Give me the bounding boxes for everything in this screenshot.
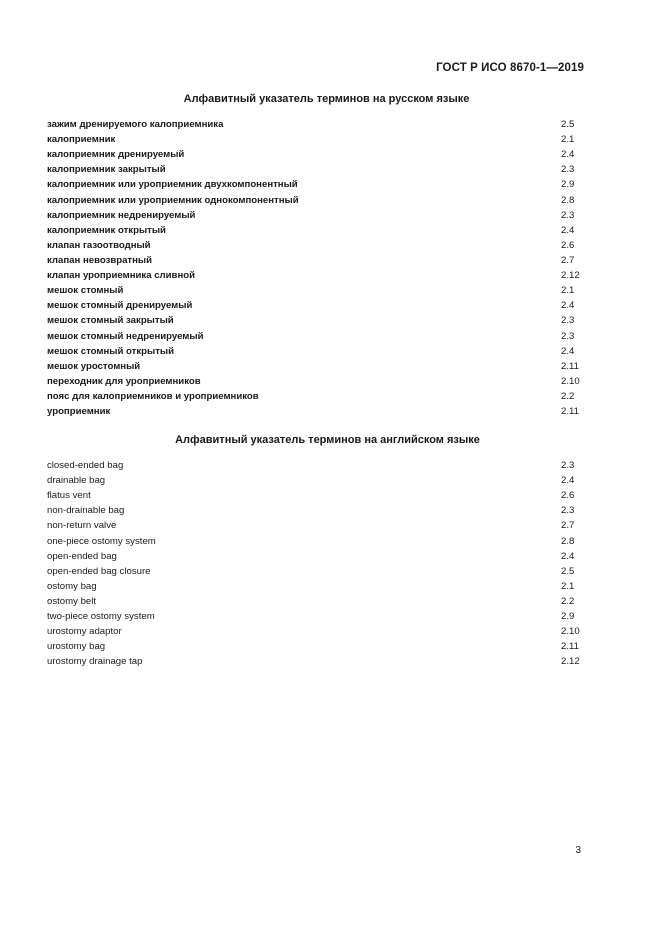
index-term: калоприемник открытый xyxy=(47,224,166,236)
index-term: калоприемник закрытый xyxy=(47,164,166,176)
index-term: мешок стомный открытый xyxy=(47,345,175,357)
index-entry xyxy=(47,564,582,579)
index-entry xyxy=(47,518,582,533)
index-reference: 2.3 xyxy=(561,164,575,176)
index-reference: 2.3 xyxy=(561,315,575,327)
index-term: мешок уростомный xyxy=(47,360,141,372)
index-entry xyxy=(47,268,582,283)
index-entry xyxy=(47,639,582,654)
index-term: зажим дренируемого калоприемника xyxy=(47,119,224,130)
index-term: open-ended bag closure xyxy=(47,565,151,577)
index-entry xyxy=(47,359,582,374)
index-term: one-piece ostomy system xyxy=(47,535,156,547)
index-term: калоприемник дренируемый xyxy=(47,149,185,161)
index-reference: 2.3 xyxy=(561,330,575,342)
index-entry xyxy=(47,208,582,223)
index-entry xyxy=(47,374,582,389)
index-reference: 2.6 xyxy=(561,490,575,502)
index-reference: 2.11 xyxy=(561,360,579,372)
index-term: переходник для уроприемников xyxy=(47,375,201,387)
index-term: closed-ended bag xyxy=(47,460,124,471)
index-reference: 2.3 xyxy=(561,505,575,517)
index-reference: 2.11 xyxy=(561,406,579,418)
index-entry xyxy=(47,458,582,473)
index-entry xyxy=(47,313,582,328)
index-entry xyxy=(47,193,582,208)
index-reference: 2.1 xyxy=(561,285,575,297)
index-reference: 2.4 xyxy=(561,345,575,357)
index-reference: 2.5 xyxy=(561,565,575,577)
index-term: калоприемник или уроприемник однокомпонентный xyxy=(47,194,299,206)
index-reference: 2.2 xyxy=(561,595,575,607)
index-reference: 2.4 xyxy=(561,300,575,312)
index-term: urostomy drainage tap xyxy=(47,656,143,668)
index-reference: 2.12 xyxy=(561,270,580,282)
index-entry xyxy=(47,488,582,503)
index-term: urostomy adaptor xyxy=(47,626,122,638)
index-term: клапан уроприемника сливной xyxy=(47,270,196,282)
index-entry xyxy=(47,389,582,404)
russian-index-title: Алфавитный указатель терминов на русском языке xyxy=(183,93,470,105)
index-entry xyxy=(47,223,582,238)
index-term: drainable bag xyxy=(47,475,106,487)
index-term: пояс для калоприемников и уроприемников xyxy=(47,390,259,402)
index-entry xyxy=(47,473,582,488)
index-reference: 2.10 xyxy=(561,375,580,387)
index-term: уроприемник xyxy=(47,406,111,418)
index-entry xyxy=(47,549,582,564)
index-term: two-piece ostomy system xyxy=(47,611,155,623)
index-entry xyxy=(47,404,582,419)
index-term: ostomy bag xyxy=(47,580,97,592)
index-term: non-return valve xyxy=(47,520,117,532)
index-entry xyxy=(47,654,582,669)
index-reference: 2.6 xyxy=(561,239,575,251)
index-term: non-drainable bag xyxy=(47,505,125,517)
index-term: мешок стомный закрытый xyxy=(47,315,174,327)
index-entry xyxy=(47,329,582,344)
index-reference: 2.1 xyxy=(561,580,575,592)
index-reference: 2.4 xyxy=(561,224,575,236)
index-reference: 2.4 xyxy=(561,475,575,487)
index-term: калоприемник xyxy=(47,134,116,146)
index-reference: 2.8 xyxy=(561,535,575,547)
english-term-list xyxy=(47,458,582,670)
index-entry xyxy=(47,503,582,518)
index-entry xyxy=(47,609,582,624)
index-reference: 2.12 xyxy=(561,656,580,668)
index-term: клапан невозвратный xyxy=(47,254,153,266)
index-entry xyxy=(47,117,582,132)
index-reference: 2.4 xyxy=(561,550,575,562)
index-entry xyxy=(47,344,582,359)
index-entry xyxy=(47,579,582,594)
index-reference: 2.11 xyxy=(561,641,579,653)
index-reference: 2.9 xyxy=(561,611,575,623)
index-reference: 2.9 xyxy=(561,179,575,191)
page-number: 3 xyxy=(575,845,581,856)
index-term: flatus vent xyxy=(47,490,91,502)
index-reference: 2.10 xyxy=(561,626,580,638)
index-reference: 2.7 xyxy=(561,520,575,532)
index-term: калоприемник недренируемый xyxy=(47,209,196,221)
index-entry xyxy=(47,147,582,162)
index-reference: 2.3 xyxy=(561,460,575,471)
document-code: ГОСТ Р ИСО 8670-1—2019 xyxy=(436,62,584,74)
index-entry xyxy=(47,177,582,192)
index-reference: 2.2 xyxy=(561,390,575,402)
index-term: клапан газоотводный xyxy=(47,239,151,251)
index-term: калоприемник или уроприемник двухкомпонентный xyxy=(47,179,298,191)
index-entry xyxy=(47,298,582,313)
index-term: мешок стомный дренируемый xyxy=(47,300,193,312)
index-entry xyxy=(47,283,582,298)
index-entry xyxy=(47,253,582,268)
index-term: мешок стомный xyxy=(47,285,124,297)
russian-term-list xyxy=(47,117,582,419)
index-reference: 2.1 xyxy=(561,134,575,146)
index-term: мешок стомный недренируемый xyxy=(47,330,204,342)
english-index-title: Алфавитный указатель терминов на английском языке xyxy=(175,434,480,446)
index-entry xyxy=(47,132,582,147)
index-entry xyxy=(47,594,582,609)
index-term: open-ended bag xyxy=(47,550,117,562)
index-reference: 2.3 xyxy=(561,209,575,221)
index-reference: 2.5 xyxy=(561,119,575,130)
index-reference: 2.4 xyxy=(561,149,575,161)
index-term: urostomy bag xyxy=(47,641,106,653)
index-reference: 2.8 xyxy=(561,194,575,206)
index-entry xyxy=(47,534,582,549)
index-entry xyxy=(47,238,582,253)
index-entry xyxy=(47,624,582,639)
index-term: ostomy belt xyxy=(47,595,97,607)
index-reference: 2.7 xyxy=(561,254,575,266)
index-entry xyxy=(47,162,582,177)
